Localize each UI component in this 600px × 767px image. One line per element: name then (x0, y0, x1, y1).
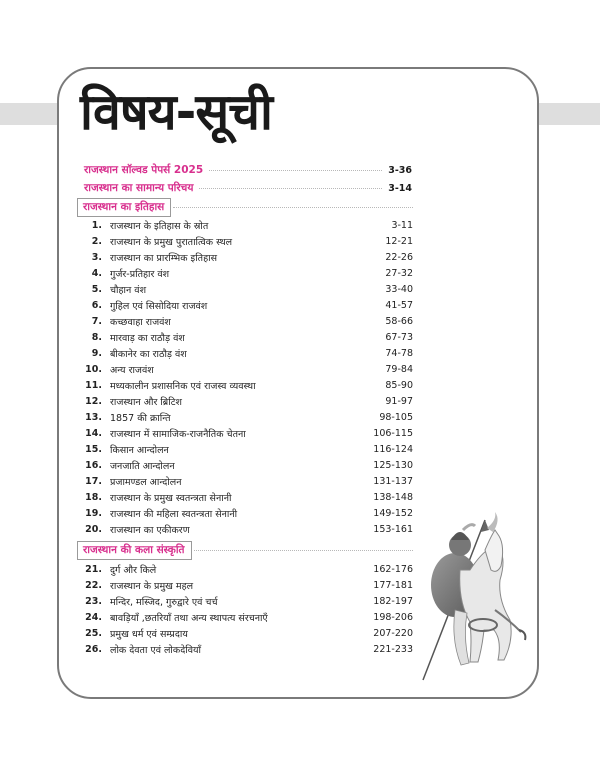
section-header-history (77, 198, 413, 217)
toc-row[interactable] (80, 577, 413, 593)
chapter-pages: 79-84 (385, 363, 413, 375)
toc-row[interactable] (80, 393, 413, 409)
chapter-number: 14. (85, 427, 102, 439)
chapter-title: गुर्जर-प्रतिहार वंश (110, 268, 170, 280)
toc-entry-general-intro[interactable] (84, 180, 412, 196)
entry-label: राजस्थान का सामान्य परिचय (84, 182, 194, 194)
dot-leader (199, 188, 382, 189)
chapter-number: 7. (91, 315, 102, 327)
toc-row[interactable] (80, 641, 413, 657)
section-title: राजस्थान की कला संस्कृति (77, 541, 192, 560)
chapter-pages: 177-181 (373, 579, 413, 591)
toc-row[interactable] (80, 233, 413, 249)
dot-leader (194, 550, 413, 551)
chapter-number: 1. (91, 219, 102, 231)
chapter-pages: 3-11 (391, 219, 413, 231)
toc-row[interactable] (80, 425, 413, 441)
chapter-number: 20. (85, 523, 102, 535)
chapter-title: मारवाड़ का राठौड़ वंश (110, 332, 185, 344)
toc-row[interactable] (80, 505, 413, 521)
chapter-pages: 12-21 (385, 235, 413, 247)
toc-row[interactable] (80, 345, 413, 361)
chapter-title: कच्छवाहा राजवंश (110, 316, 171, 328)
chapter-number: 15. (85, 443, 102, 455)
chapter-title: राजस्थान की महिला स्वतन्त्रता सेनानी (110, 508, 238, 520)
chapter-number: 18. (85, 491, 102, 503)
chapter-title: मध्यकालीन प्रशासनिक एवं राजस्व व्यवस्था (110, 380, 256, 392)
toc-row[interactable] (80, 217, 413, 233)
chapter-pages: 221-233 (373, 643, 413, 655)
chapter-number: 6. (91, 299, 102, 311)
chapter-pages: 182-197 (373, 595, 413, 607)
section-header-art-culture (77, 541, 413, 560)
toc-row[interactable] (80, 249, 413, 265)
chapter-pages: 207-220 (373, 627, 413, 639)
chapter-number: 9. (91, 347, 102, 359)
chapter-number: 13. (85, 411, 102, 423)
chapter-pages: 22-26 (385, 251, 413, 263)
chapter-title: प्रजामण्डल आन्दोलन (110, 476, 182, 488)
chapter-pages: 67-73 (385, 331, 413, 343)
toc-row[interactable] (80, 561, 413, 577)
entry-label: राजस्थान सॉल्वड पेपर्स 2025 (84, 164, 204, 176)
chapter-title: अन्य राजवंश (110, 364, 154, 376)
chapter-title: राजस्थान के प्रमुख स्वतन्त्रता सेनानी (110, 492, 232, 504)
toc-row[interactable] (80, 361, 413, 377)
chapter-title: लोक देवता एवं लोकदेवियाँ (110, 644, 201, 656)
toc-row[interactable] (80, 313, 413, 329)
toc-row[interactable] (80, 281, 413, 297)
section-title: राजस्थान का इतिहास (77, 198, 171, 217)
toc-row[interactable] (80, 409, 413, 425)
chapter-title: राजस्थान का प्रारम्भिक इतिहास (110, 252, 218, 264)
chapter-title: राजस्थान के प्रमुख पुरातात्विक स्थल (110, 236, 233, 248)
chapter-pages: 153-161 (373, 523, 413, 535)
chapter-title: जनजाति आन्दोलन (110, 460, 175, 472)
chapter-number: 25. (85, 627, 102, 639)
toc-row[interactable] (80, 329, 413, 345)
dot-leader (173, 207, 413, 208)
chapter-number: 26. (85, 643, 102, 655)
chapter-pages: 149-152 (373, 507, 413, 519)
chapter-number: 12. (85, 395, 102, 407)
chapter-pages: 33-40 (385, 283, 413, 295)
chapter-pages: 198-206 (373, 611, 413, 623)
chapter-title: गुहिल एवं सिसोदिया राजवंश (110, 300, 208, 312)
chapter-pages: 125-130 (373, 459, 413, 471)
chapter-title: दुर्ग और किले (110, 564, 157, 576)
chapter-pages: 116-124 (373, 443, 413, 455)
chapter-number: 10. (85, 363, 102, 375)
chapter-pages: 98-105 (379, 411, 413, 423)
chapter-number: 5. (91, 283, 102, 295)
chapter-pages: 41-57 (385, 299, 413, 311)
toc-row[interactable] (80, 625, 413, 641)
chapter-number: 23. (85, 595, 102, 607)
chapter-number: 21. (85, 563, 102, 575)
chapter-pages: 131-137 (373, 475, 413, 487)
chapter-title: राजस्थान में सामाजिक-राजनैतिक चेतना (110, 428, 246, 440)
chapter-title: राजस्थान और ब्रिटिश (110, 396, 182, 408)
chapter-number: 4. (91, 267, 102, 279)
chapter-number: 17. (85, 475, 102, 487)
chapter-title: राजस्थान का एकीकरण (110, 524, 190, 536)
toc-row[interactable] (80, 593, 413, 609)
chapter-number: 11. (85, 379, 102, 391)
chapter-title: बीकानेर का राठौड़ वंश (110, 348, 187, 360)
chapter-number: 22. (85, 579, 102, 591)
toc-row[interactable] (80, 609, 413, 625)
toc-row[interactable] (80, 457, 413, 473)
chapter-title: 1857 की क्रान्ति (110, 412, 171, 424)
chapter-title: प्रमुख धर्म एवं सम्प्रदाय (110, 628, 188, 640)
chapter-number: 19. (85, 507, 102, 519)
toc-row[interactable] (80, 297, 413, 313)
chapter-pages: 27-32 (385, 267, 413, 279)
chapter-title: बावड़ियाँ ,छतरियाँ तथा अन्य स्थापत्य संरचनाएँ (110, 612, 268, 624)
chapter-title: मन्दिर, मस्जिद, गुरुद्वारे एवं चर्च (110, 596, 218, 608)
chapter-pages: 91-97 (385, 395, 413, 407)
toc-row[interactable] (80, 377, 413, 393)
chapter-title: राजस्थान के इतिहास के स्रोत (110, 220, 209, 232)
chapter-pages: 58-66 (385, 315, 413, 327)
toc-entry-solved-papers[interactable] (84, 162, 412, 178)
chapter-number: 24. (85, 611, 102, 623)
horse-rider-warrior-illustration (415, 500, 535, 700)
toc-row[interactable] (80, 265, 413, 281)
chapter-number: 16. (85, 459, 102, 471)
toc-row[interactable] (80, 489, 413, 505)
toc-row[interactable] (80, 441, 413, 457)
dot-leader (209, 170, 382, 171)
chapter-title: किसान आन्दोलन (110, 444, 169, 456)
chapter-number: 3. (91, 251, 102, 263)
page-title: विषय-सूची (80, 83, 272, 141)
chapter-pages: 162-176 (373, 563, 413, 575)
chapter-number: 2. (91, 235, 102, 247)
chapter-pages: 74-78 (385, 347, 413, 359)
toc-row[interactable] (80, 521, 413, 537)
chapter-pages: 106-115 (373, 427, 413, 439)
chapter-title: चौहान वंश (110, 284, 147, 296)
chapter-pages: 138-148 (373, 491, 413, 503)
chapter-number: 8. (91, 331, 102, 343)
chapter-title: राजस्थान के प्रमुख महल (110, 580, 194, 592)
chapter-pages: 85-90 (385, 379, 413, 391)
entry-pages: 3-14 (388, 182, 412, 194)
entry-pages: 3-36 (388, 164, 412, 176)
toc-row[interactable] (80, 473, 413, 489)
